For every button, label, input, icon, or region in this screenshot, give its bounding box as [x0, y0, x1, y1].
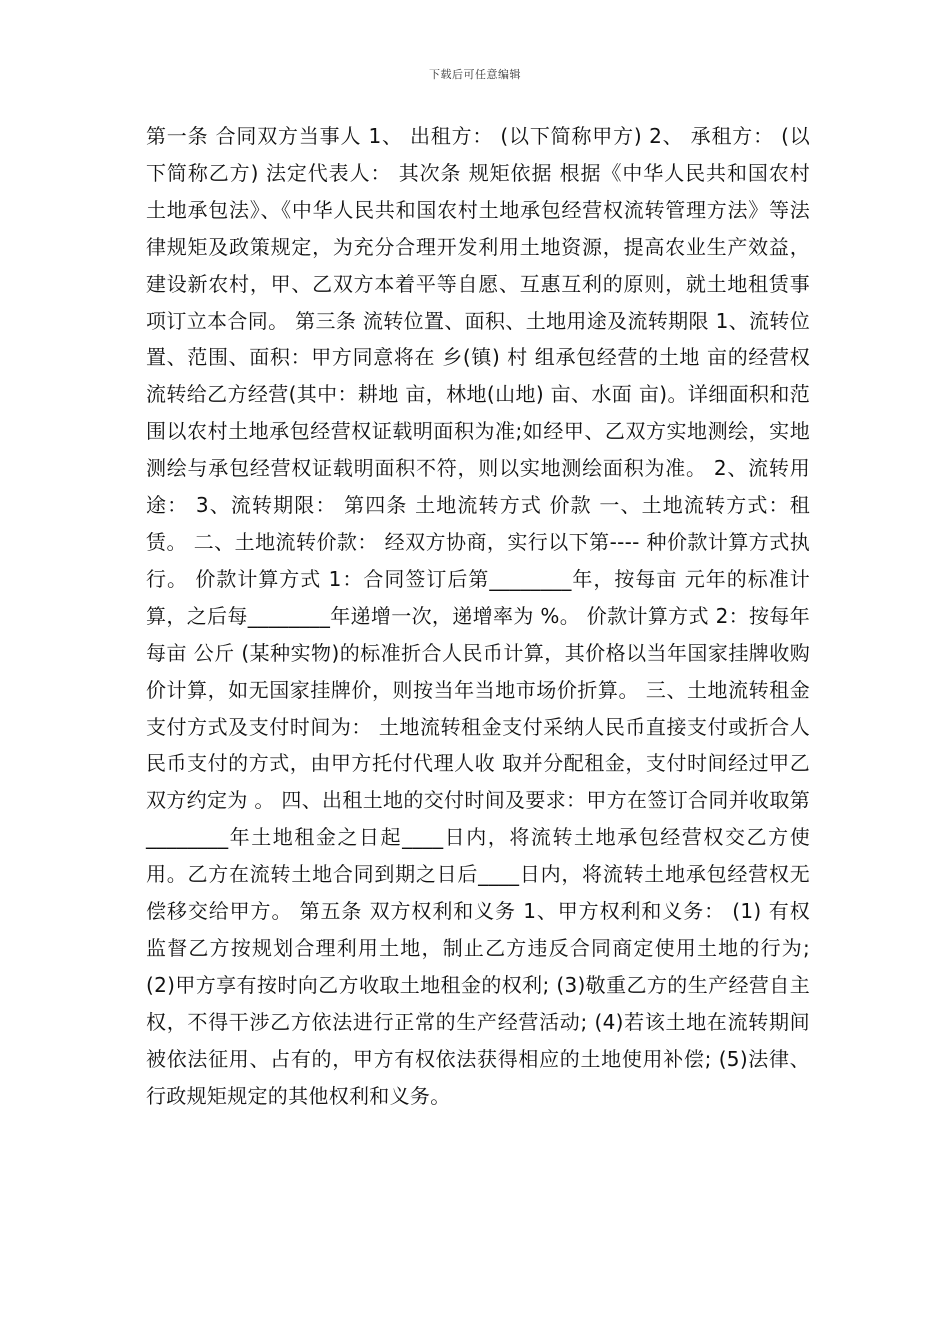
- contract-body: [146, 118, 810, 1114]
- contract-paragraph: 第一条 合同双方当事人 1、 出租方： (以下简称甲方) 2、 承租方： (以下简称乙方) 法定代表人： 其次条 规矩依据 根据《中华人民共和国农村土地承包法》、《中华人民共和国农村土地承包经营权流转管理方法》等法律规矩及政策规定，为充分合理开发利用土地资源，提高农业生产效益，建设新农村，甲、乙双方本着平等自愿、互惠互利的原则，就土地租赁事项订立本合同。 第三条 流转位置、面积、土地用途及流转期限 1、流转位置、范围、面积：甲方同意将在 乡(镇) 村 组承包经营的土地 亩的经营权流转给乙方经营(其中：耕地 亩，林地(山地) 亩、水面 亩)。详细面积和范围以农村土地承包经营权证载明面积为准;如经甲、乙双方实地测绘，实地测绘与承包经营权证载明面积不符，则以实地测绘面积为准。 2、流转用途： 3、流转期限： 第四条 土地流转方式 价款 一、土地流转方式：租赁。 二、土地流转价款： 经双方协商，实行以下第---- 种价款计算方式执行。 价款计算方式 1：合同签订后第________年，按每亩 元年的标准计算，之后每________年递增一次，递增率为 %。 价款计算方式 2：按每年每亩 公斤 (某种实物)的标准折合人民币计算，其价格以当年国家挂牌收购价计算，如无国家挂牌价，则按当年当地市场价折算。 三、土地流转租金支付方式及支付时间为： 土地流转租金支付采纳人民币直接支付或折合人民币支付的方式，由甲方托付代理人收 取并分配租金，支付时间经过甲乙双方约定为 。 四、出租土地的交付时间及要求：甲方在签订合同并收取第________年土地租金之日起____日内，将流转土地承包经营权交乙方使用。乙方在流转土地合同到期之日后____日内，将流转土地承包经营权无偿移交给甲方。 第五条 双方权利和义务 1、甲方权利和义务： (1) 有权监督乙方按规划合理利用土地，制止乙方违反合同商定使用土地的行为; (2)甲方享有按时向乙方收取土地租金的权利; (3)敬重乙方的生产经营自主权，不得干涉乙方依法进行正常的生产经营活动; (4)若该土地在流转期间被依法征用、占有的，甲方有权依法获得相应的土地使用补偿; (5)法律、行政规矩规定的其他权利和义务。: [146, 124, 810, 1108]
- page-header-note: 下载后可任意编辑: [429, 68, 521, 81]
